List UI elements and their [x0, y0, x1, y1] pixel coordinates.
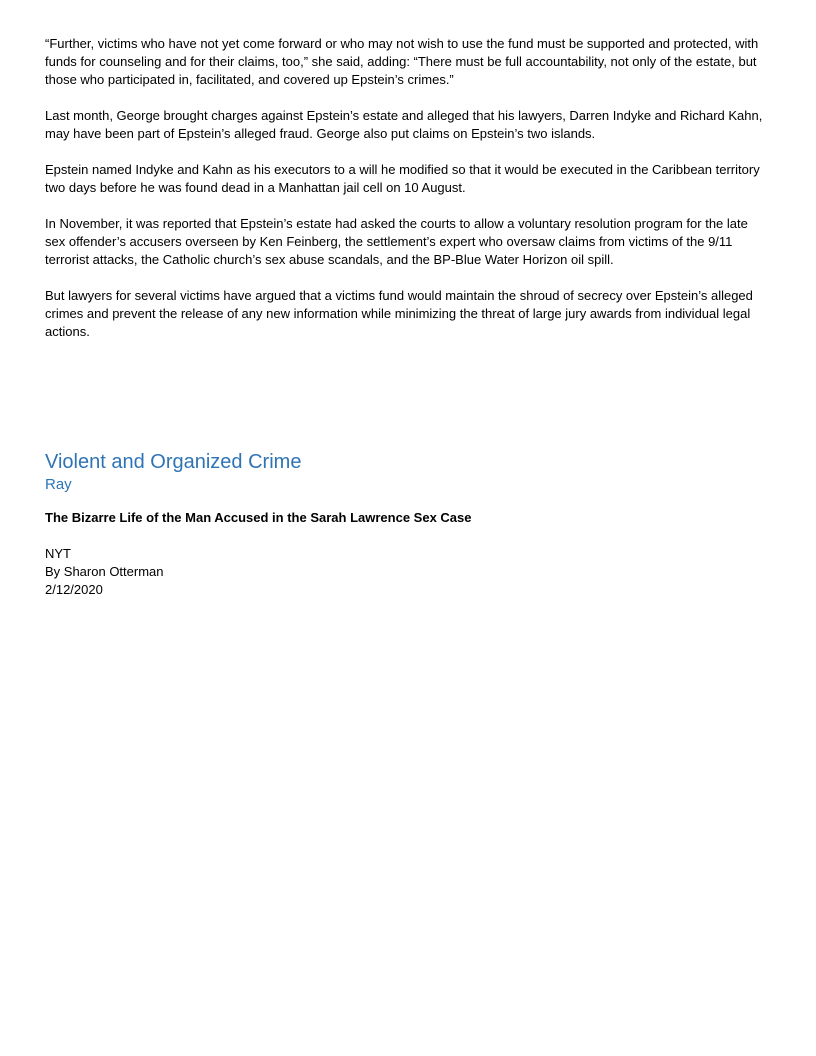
- body-paragraph: Last month, George brought charges against Epstein’s estate and alleged that his lawyers, Darren Indyke and Richard Kahn, may have been part of Epstein’s alleged fraud. George also put claims on Epstein’s two islands.: [45, 108, 763, 141]
- section-subheading: Ray: [45, 476, 72, 493]
- article-title: The Bizarre Life of the Man Accused in the Sarah Lawrence Sex Case: [45, 510, 472, 525]
- body-paragraph: “Further, victims who have not yet come forward or who may not wish to use the fund must be supported and protected, with funds for counseling and for their claims, too,” she said, adding: “There must be full accountability, not only of the estate, but those who participated in, facilitated, and covered up Epstein’s crimes.”: [45, 36, 759, 87]
- document-page: [45, 35, 771, 599]
- article-source: NYT: [45, 546, 71, 561]
- article-byline: By Sharon Otterman: [45, 564, 164, 579]
- body-paragraph: But lawyers for several victims have argued that a victims fund would maintain the shroud of secrecy over Epstein’s alleged crimes and prevent the release of any new information while minimizing the threat of large jury awards from individual legal actions.: [45, 288, 753, 339]
- body-paragraph: Epstein named Indyke and Kahn as his executors to a will he modified so that it would be executed in the Caribbean territory two days before he was found dead in a Manhattan jail cell on 10 August.: [45, 162, 760, 195]
- article-date: 2/12/2020: [45, 582, 103, 597]
- section-spacer: [45, 359, 771, 449]
- body-paragraph: In November, it was reported that Epstein’s estate had asked the courts to allow a voluntary resolution program for the late sex offender’s accusers overseen by Ken Feinberg, the settlement’s expert who oversaw claims from victims of the 9/11 terrorist attacks, the Catholic church’s sex abuse scandals, and the BP-Blue Water Horizon oil spill.: [45, 216, 748, 267]
- section-heading: Violent and Organized Crime: [45, 451, 302, 473]
